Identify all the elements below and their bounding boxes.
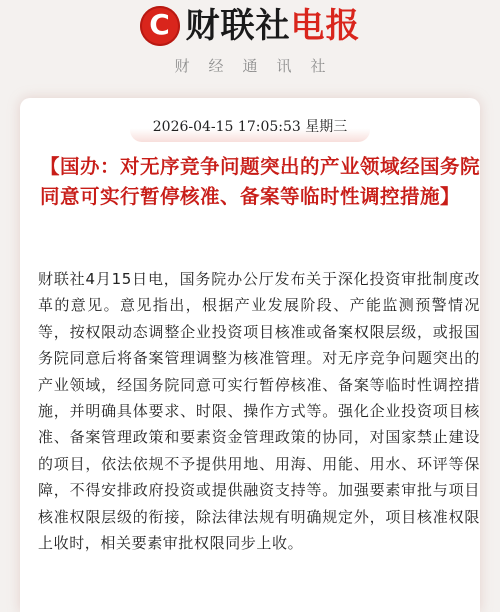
brand-logo: [0, 4, 500, 48]
article-card: [20, 98, 480, 612]
article-datetime: 2026-04-15 17:05:53 星期三: [130, 112, 370, 142]
app-header: [0, 0, 500, 96]
logo-letter: C: [149, 8, 170, 41]
brand-name: [186, 4, 361, 48]
cls-logo-icon: [140, 6, 180, 46]
article-body: 财联社4月15日电，国务院办公厅发布关于深化投资审批制度改革的意见。意见指出，根据产业发展阶段、产能监测预警情况等，按权限动态调整企业投资项目核准或备案权限层级，或报国务院同意后将备案管理调整为核准管理。对无序竞争问题突出的产业领域，经国务院同意可实行暂停核准、备案等临时性调控措施，并明确具体要求、时限、操作方式等。强化企业投资项目核准、备案管理政策和要素资金管理政策的协同，对国家禁止建设的项目，依法依规不予提供用地、用海、用能、用水、环评等保障，不得安排政府投资或提供融资支持等。加强要素审批与项目核准权限层级的衔接，除法律法规有明确规定外，项目核准权限上收时，相关要素审批权限同步上收。: [38, 270, 480, 553]
article-headline: 【国办：对无序竞争问题突出的产业领域经国务院同意可实行暂停核准、备案等临时性调控措施】: [40, 155, 480, 208]
brand-name-red: 电报: [290, 6, 361, 46]
brand-name-black: 财联社: [185, 6, 291, 46]
brand-tagline: 财经通讯社: [174, 57, 345, 75]
